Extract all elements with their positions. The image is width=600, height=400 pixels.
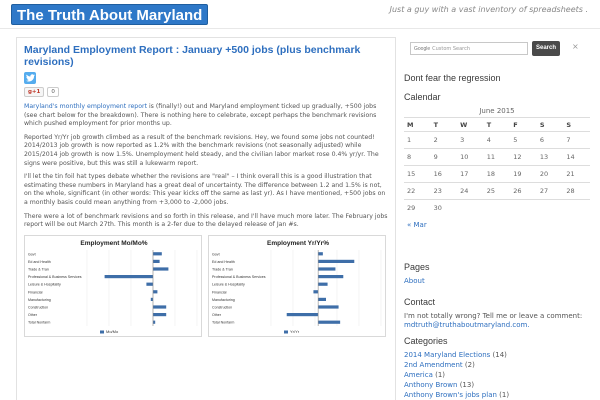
chart-category-label: Trade & Tran (212, 267, 233, 272)
chart-category-label: Professional & Business Services (212, 274, 266, 279)
calendar-day: 22 (404, 183, 431, 200)
category-link[interactable]: Anthony Brown (404, 381, 458, 389)
chart-bar (153, 267, 168, 270)
chart-bar (105, 275, 153, 278)
chart-bar (153, 320, 155, 323)
chart-category-label: Construction (28, 305, 49, 310)
post-paragraph-1 (24, 103, 389, 129)
chart-bar (318, 267, 335, 270)
pages-heading: Pages (404, 262, 430, 272)
category-link[interactable]: 2014 Maryland Elections (404, 351, 491, 359)
category-count: (14) (490, 351, 507, 359)
about-link-wrap (404, 277, 592, 286)
calendar-day: 18 (484, 166, 511, 183)
chart-bar (287, 313, 318, 316)
calendar-day: 2 (431, 132, 458, 149)
contact-text: I'm not totally wrong? Tell me or leave a comment: (404, 312, 583, 320)
chart-category-label: Financial (212, 290, 227, 295)
chart-category-label: Other (28, 312, 37, 317)
chart-bar (318, 282, 327, 285)
chart-mo-mo[interactable] (24, 235, 202, 337)
chart-category-label: Ed and Health (28, 259, 51, 264)
calendar-week (404, 132, 590, 149)
category-count: (2) (462, 361, 475, 369)
share-row (24, 87, 389, 97)
calendar-caption: June 2015 (479, 107, 515, 115)
employment-report-link[interactable]: Maryland's monthly employment report (24, 103, 147, 110)
calendar-day: 29 (404, 200, 431, 217)
calendar-prev-link[interactable]: « Mar (407, 220, 427, 229)
calendar-day: 6 (537, 132, 564, 149)
chart-bar (153, 290, 157, 293)
calendar-weekday: T (484, 118, 511, 132)
calendar-widget (404, 106, 590, 229)
calendar-day: 12 (510, 149, 537, 166)
category-count: (13) (457, 381, 475, 389)
post-article (16, 37, 396, 400)
calendar-day (457, 200, 484, 217)
chart-category-label: Total Nonfarm (28, 320, 51, 325)
header-divider (0, 28, 600, 29)
chart-category-label: Manufacturing (212, 297, 235, 302)
category-item (404, 360, 592, 370)
chart-legend-label: Yr/Yr (290, 328, 300, 334)
calendar-day: 21 (563, 166, 590, 183)
chart-bar (146, 282, 153, 285)
calendar-day: 20 (537, 166, 564, 183)
calendar-day: 28 (563, 183, 590, 200)
chart-bar (313, 290, 318, 293)
calendar-day: 5 (510, 132, 537, 149)
categories-list (404, 350, 592, 400)
calendar-weekday: S (563, 118, 590, 132)
dont-fear-heading: Dont fear the regression (404, 73, 501, 83)
category-link[interactable]: Anthony Brown's jobs plan (404, 391, 497, 399)
calendar-weekday: T (431, 118, 458, 132)
chart-category-label: Govt (212, 252, 220, 257)
chart-bar (153, 305, 166, 308)
contact-email-link[interactable]: mdtruth@truthaboutmaryland.com. (404, 321, 530, 329)
calendar-weekday: S (537, 118, 564, 132)
chart-bar (153, 313, 166, 316)
calendar-day: 14 (563, 149, 590, 166)
calendar-day: 19 (510, 166, 537, 183)
calendar-day: 10 (457, 149, 484, 166)
calendar-day: 1 (404, 132, 431, 149)
chart-category-label: Leisure & Hospitality (28, 282, 61, 287)
categories-heading: Categories (404, 336, 448, 346)
calendar-day: 3 (457, 132, 484, 149)
chart-category-label: Other (212, 312, 221, 317)
chart-bar (318, 298, 326, 301)
category-count: (1) (432, 371, 446, 379)
calendar-week (404, 183, 590, 200)
search-input[interactable] (410, 42, 528, 55)
calendar-day (484, 200, 511, 217)
chart-title: Employment Yr/Yr% (266, 239, 330, 247)
chart-category-label: Manufacturing (28, 297, 51, 302)
search-button[interactable]: Search (532, 41, 560, 56)
site-title[interactable]: The Truth About Maryland (11, 4, 208, 25)
chart-bar (318, 252, 323, 255)
calendar-day: 26 (510, 183, 537, 200)
close-icon[interactable]: × (572, 42, 579, 51)
chart-category-label: Construction (212, 305, 233, 310)
calendar-day: 23 (431, 183, 458, 200)
gplus-button[interactable]: g+1 (24, 87, 44, 97)
paragraph-1-text: is (finally!) out and Maryland employment ticked up gradually, +500 jobs (see chart below for the breakdown). There is nothing here to celebrate, except perhaps the benchmark revisions which pushed employment for prior months up. (24, 103, 377, 128)
chart-bar (153, 252, 162, 255)
chart-category-label: Govt (28, 252, 36, 257)
calendar-heading: Calendar (404, 92, 441, 102)
site-tagline: Just a guy with a vast inventory of spreadsheets . (389, 5, 588, 14)
about-link[interactable]: About (404, 277, 425, 285)
calendar-weekday: M (404, 118, 431, 132)
charts-row (24, 235, 389, 337)
chart-yr-yr[interactable] (208, 235, 386, 337)
gplus-count: 0 (47, 87, 59, 97)
site-header (0, 0, 600, 28)
chart-mo-mo-svg (25, 236, 203, 338)
category-item (404, 350, 592, 360)
post-paragraph-4: There were a lot of benchmark revisions and so forth in this release, and I'll have much more later. The February jobs report will be out March 27th. This month is a 2-fer due to the delayed release of Jan #s. (24, 212, 388, 229)
chart-bar (318, 320, 340, 323)
calendar-day: 15 (404, 166, 431, 183)
chart-bar (318, 305, 338, 308)
category-link[interactable]: America (404, 371, 433, 379)
chart-bar (318, 275, 343, 278)
calendar-week (404, 149, 590, 166)
calendar-day (510, 200, 537, 217)
calendar-day: 9 (431, 149, 458, 166)
chart-category-label: Professional & Business Services (28, 274, 82, 279)
calendar-day: 27 (537, 183, 564, 200)
calendar-weekday: F (510, 118, 537, 132)
calendar-day (563, 200, 590, 217)
calendar-day: 11 (484, 149, 511, 166)
search-placeholder: Custom Search (432, 45, 471, 52)
calendar-table (404, 117, 590, 217)
chart-category-label: Leisure & Hospitality (212, 282, 245, 287)
chart-legend-swatch (100, 330, 104, 333)
chart-bar (153, 260, 160, 263)
chart-category-label: Trade & Tran (28, 267, 49, 272)
chart-bar (151, 298, 153, 301)
chart-legend-swatch (284, 330, 288, 333)
category-item (404, 370, 592, 380)
calendar-day: 25 (484, 183, 511, 200)
google-logo: Google (414, 45, 431, 52)
contact-email-wrap (404, 321, 592, 330)
post-title[interactable]: Maryland Employment Report : January +500 jobs (plus benchmark revisions) (24, 44, 361, 68)
category-item (404, 390, 592, 400)
calendar-day: 24 (457, 183, 484, 200)
calendar-day (537, 200, 564, 217)
calendar-day: 13 (537, 149, 564, 166)
post-paragraph-3: I'll let the tin foil hat types debate whether the revisions are "real" – I think overall this is a good illustration that estimating these numbers in Maryland has a great deal of uncertainty. The difference between 1.2 and 1.5% is not, on the whole, significant (in other words: This year kicks off the same as last yr). As I have mentioned, +500 jobs on a monthly basis could mean anything from +3,000 to -2,000 jobs. (24, 173, 386, 206)
chart-bar (318, 260, 354, 263)
chart-title: Employment Mo/Mo% (80, 239, 148, 247)
calendar-day: 7 (563, 132, 590, 149)
chart-legend-label: Mo/Mo (106, 328, 119, 334)
contact-heading: Contact (404, 297, 436, 307)
calendar-day: 17 (457, 166, 484, 183)
post-paragraph-2: Reported Yr/Yr job growth climbed as a result of the benchmark revisions. Hey, we found some jobs not counted! 2014/2013 job growth is now reported as 1.2% with the benchmark revisions (not seasonally adjusted) while 2015/2014 job growth is now 1.5%. Unemployment held steady, and the civilian labor market rose 0.4% yr/yr. The signs were positive, but this was still a lukewarm report. (24, 133, 379, 167)
category-item (404, 380, 592, 390)
category-count: (1) (496, 391, 510, 399)
calendar-week (404, 166, 590, 183)
calendar-day: 4 (484, 132, 511, 149)
twitter-share-icon[interactable] (24, 72, 36, 84)
calendar-weekday: W (457, 118, 484, 132)
calendar-day: 30 (431, 200, 458, 217)
sidebar (404, 37, 594, 400)
calendar-day: 8 (404, 149, 431, 166)
chart-category-label: Total Nonfarm (212, 320, 235, 325)
chart-yr-yr-svg (209, 236, 387, 338)
chart-category-label: Financial (28, 290, 43, 295)
category-link[interactable]: 2nd Amendment (404, 361, 463, 369)
chart-category-label: Ed and Health (212, 259, 235, 264)
calendar-day: 16 (431, 166, 458, 183)
calendar-week (404, 200, 590, 217)
